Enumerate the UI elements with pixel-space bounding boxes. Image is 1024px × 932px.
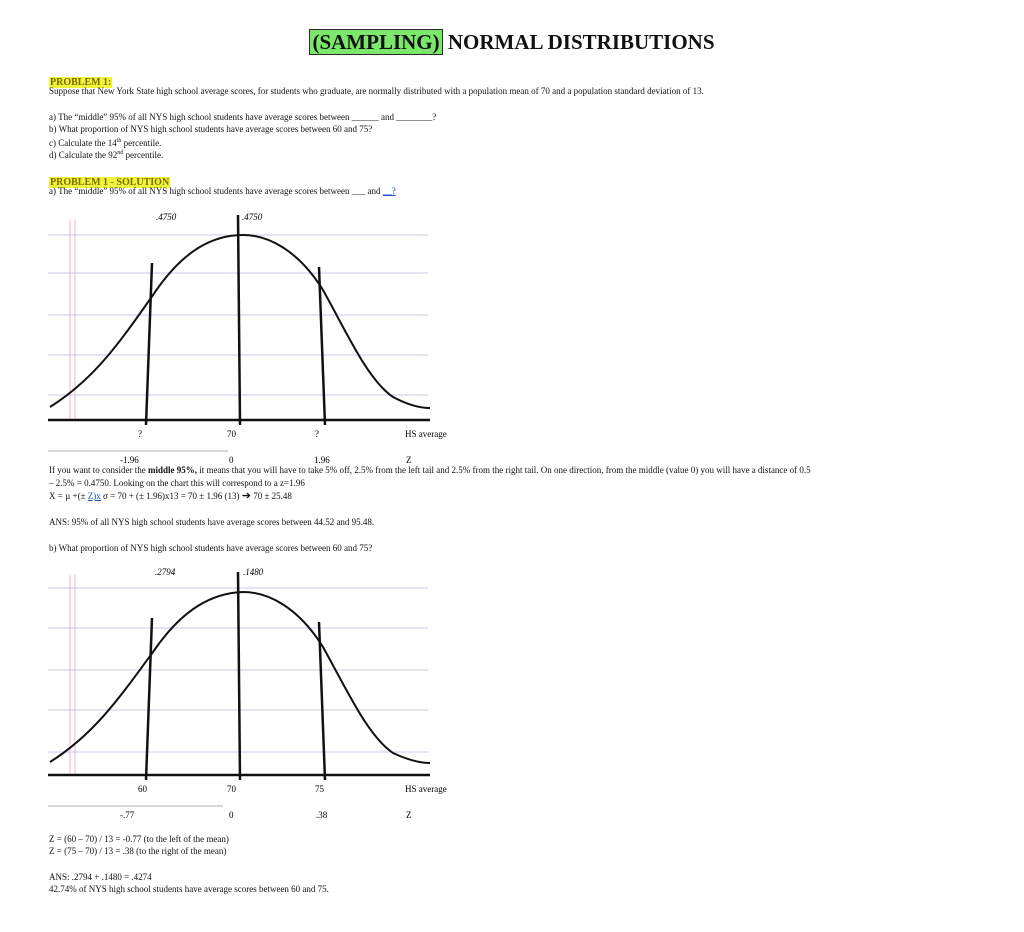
solution-a-question: a) The “middle” 95% of all NYS high school students have average scores between ___ and __? [49, 186, 396, 196]
answer-b-line-2: 42.74% of NYS high school students have average scores between 60 and 75. [49, 884, 329, 894]
title-rest: NORMAL DISTRIBUTIONS [442, 30, 715, 54]
explanation-line-1: If you want to consider the middle 95%, it means that you will have to take 5% off, 2.5% from the left tail and 2.5% from the right tail. On one direction, from the middle (value 0) you will have a distance of 0.5 [49, 465, 811, 475]
mean-line [238, 215, 240, 425]
x-label-left: 60 [138, 784, 147, 794]
x-label-mean: 70 [227, 784, 236, 794]
area-left-label: .4750 [156, 212, 177, 222]
answer-b-line-1: ANS: .2794 + .1480 = .4274 [49, 872, 152, 882]
area-left-label: .2794 [155, 567, 176, 577]
area-right-label: .4750 [242, 212, 263, 222]
x-label-right: ? [315, 429, 319, 439]
question-d: d) Calculate the 92nd percentile. [49, 150, 164, 160]
z-label-mean: 0 [229, 455, 234, 465]
area-right-label: .1480 [243, 567, 264, 577]
blank-link[interactable]: __? [382, 186, 396, 196]
page-title [0, 30, 1024, 55]
z-label-left: -.77 [120, 810, 135, 820]
mean-line [238, 572, 240, 780]
z-calculation-2: Z = (75 – 70) / 13 = .38 (to the right of the mean) [49, 846, 227, 856]
x-label-mean: 70 [227, 429, 236, 439]
z-label-mean: 0 [229, 810, 234, 820]
normal-curve-graph-1 [48, 205, 468, 465]
formula-link[interactable]: Z)x [87, 491, 101, 501]
title-highlight: (SAMPLING) [309, 29, 442, 55]
x-axis-title: HS average [405, 784, 447, 794]
x-label-right: 75 [315, 784, 324, 794]
question-b: b) What proportion of NYS high school students have average scores between 60 and 75? [49, 124, 373, 134]
question-c: c) Calculate the 14th percentile. [49, 138, 162, 148]
solution-label: PROBLEM 1 - SOLUTION [50, 177, 170, 188]
explanation-line-2: – 2.5% = 0.4750. Looking on the chart this will correspond to a z=1.96 [49, 478, 305, 488]
solution-b-question: b) What proportion of NYS high school students have average scores between 60 and 75? [49, 543, 373, 553]
problem1-label: PROBLEM 1: [50, 77, 112, 88]
left-boundary-line [146, 618, 152, 780]
z-label-right: 1.96 [314, 455, 330, 465]
z-label-right: .38 [316, 810, 328, 820]
formula: X = µ +(± Z)x σ = 70 + (± 1.96)x13 = 70 ± 1.96 (13) ➔ 70 ± 25.48 [49, 490, 292, 502]
problem1-statement: Suppose that New York State high school average scores, for students who graduate, are normally distributed with a population mean of 70 and a population standard deviation of 13. [49, 86, 704, 96]
z-axis-title: Z [406, 810, 412, 820]
arrow-icon: ➔ [241, 490, 251, 502]
z-calculation-1: Z = (60 – 70) / 13 = -0.77 (to the left of the mean) [49, 834, 229, 844]
left-boundary-line [146, 263, 152, 425]
x-label-left: ? [138, 429, 142, 439]
z-label-left: -1.96 [120, 455, 139, 465]
z-axis-title: Z [406, 455, 412, 465]
normal-curve-graph-2 [48, 560, 468, 822]
answer-a: ANS: 95% of all NYS high school students have average scores between 44.52 and 95.48. [49, 517, 375, 527]
question-a: a) The “middle” 95% of all NYS high school students have average scores between ______ and ________? [49, 112, 437, 122]
x-axis-title: HS average [405, 429, 447, 439]
